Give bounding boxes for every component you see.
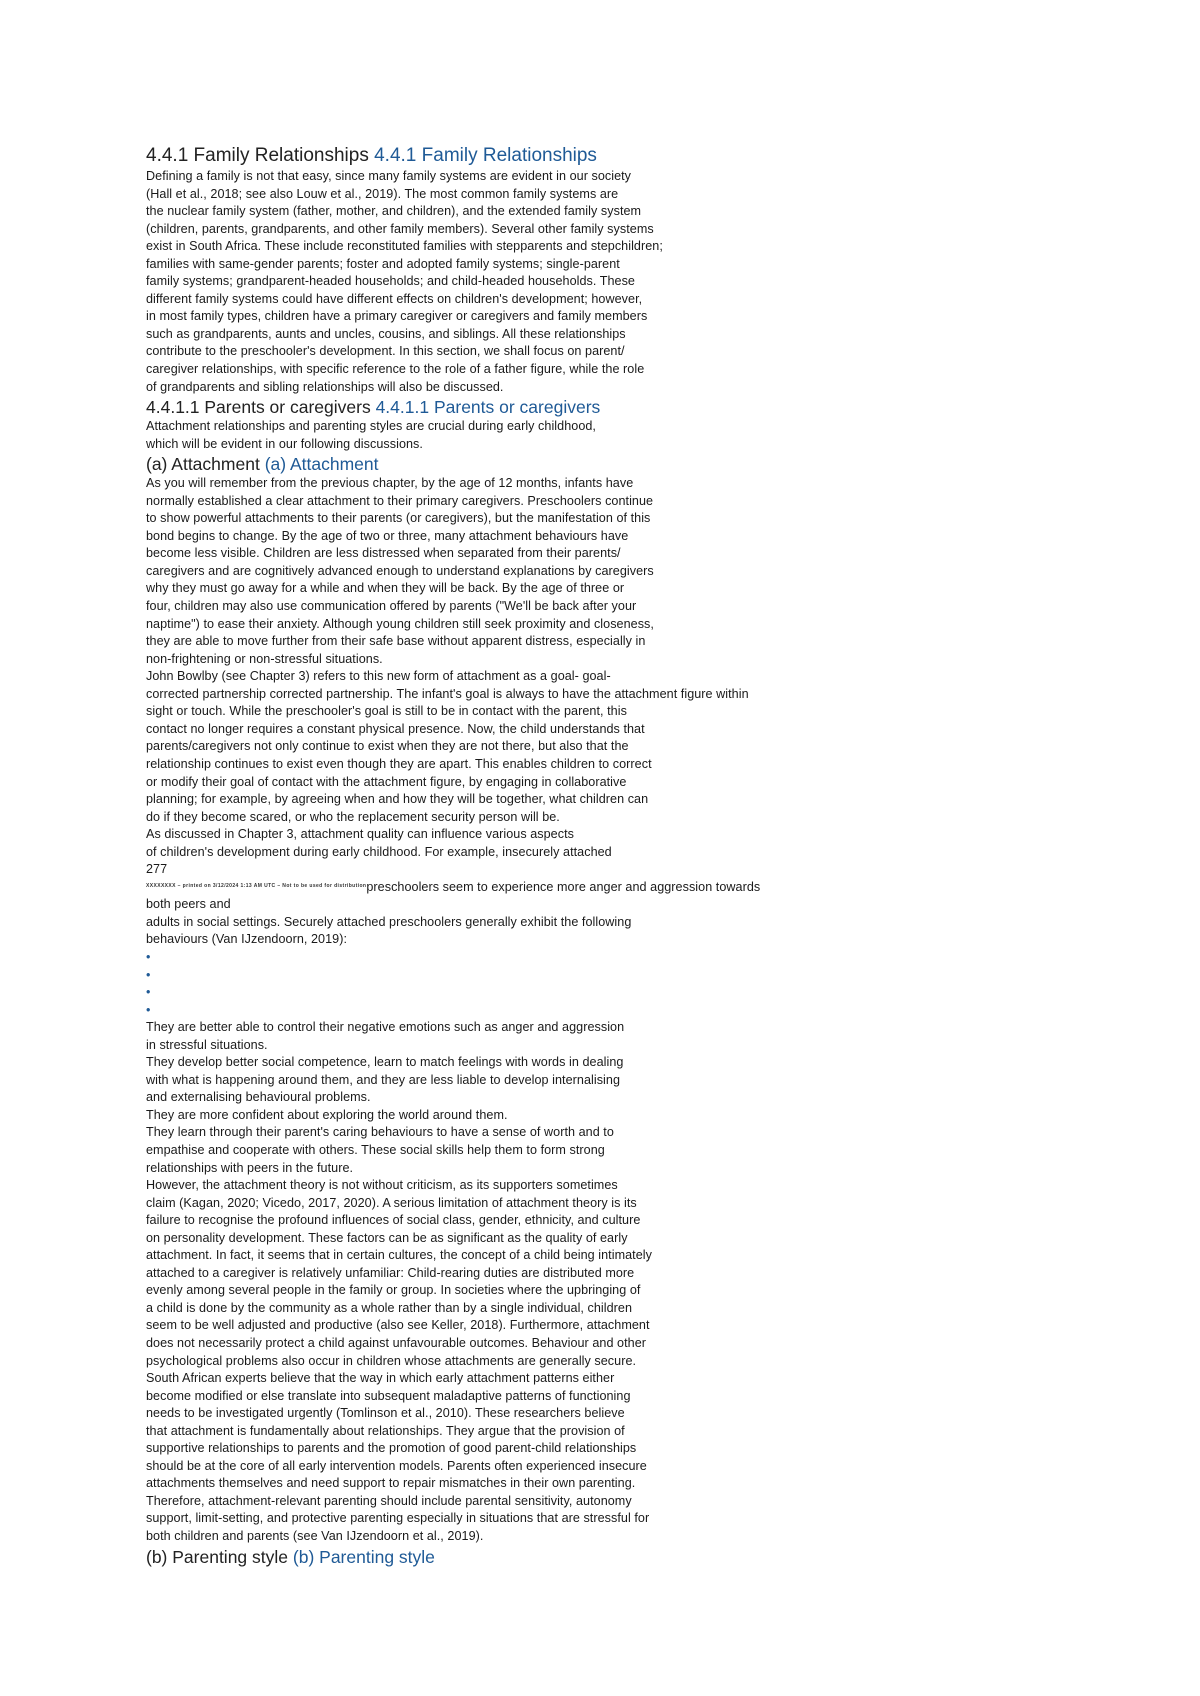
text-line: to show powerful attachments to their parents (or caregivers), but the manifestation of this: [146, 511, 651, 526]
text-line: behaviours (Van IJzendoorn, 2019):: [146, 932, 347, 947]
text-line: Attachment relationships and parenting styles are crucial during early childhood,: [146, 419, 596, 434]
text-line: families with same-gender parents; foster and adopted family systems; single-parent: [146, 256, 620, 271]
text-line: in stressful situations.: [146, 1037, 268, 1052]
text-line: that attachment is fundamentally about relationships. They argue that the provision of: [146, 1423, 625, 1438]
text-line: a child is done by the community as a whole rather than by a single individual, children: [146, 1300, 633, 1315]
bullet-marker: •: [146, 949, 151, 964]
text-line: does not necessarily protect a child against unfavourable outcomes. Behaviour and other: [146, 1336, 647, 1350]
text-line: family systems; grandparent-headed households; and child-headed households. These: [146, 274, 635, 289]
text-line: attachment. In fact, it seems that in certain cultures, the concept of a child being intimately: [146, 1248, 652, 1263]
text-line: why they must go away for a while and when they will be back. By the age of three or: [146, 581, 625, 596]
text-line: do if they become scared, or who the replacement security person will be.: [146, 809, 560, 824]
subsection-heading: [146, 453, 1186, 475]
text-line: naptime") to ease their anxiety. Although young children still seek proximity and closeness,: [146, 616, 654, 631]
text-line: South African experts believe that the way in which early attachment patterns either: [146, 1371, 615, 1386]
text-line: corrected partnership corrected partnership. The infant's goal is always to have the attachment figure within: [146, 686, 749, 701]
text-line: relationship continues to exist even though they are apart. This enables children to correct: [146, 756, 652, 771]
paragraph-family-systems: [146, 168, 1186, 396]
print-stamp: XXXXXXXX – printed on 3/12/2024 1:13 AM UTC – Not to be used for distribution: [146, 882, 367, 889]
text-line: caregiver relationships, with specific reference to the role of a father figure, while the role: [146, 362, 645, 377]
text-line: exist in South Africa. These include reconstituted families with stepparents and stepchildren;: [146, 239, 663, 254]
text-line: of children's development during early childhood. For example, insecurely attached: [146, 844, 612, 859]
text-line: such as grandparents, aunts and uncles, cousins, and siblings. All these relationships: [146, 326, 626, 341]
text-line: (Hall et al., 2018; see also Louw et al., 2019). The most common family systems are: [146, 186, 619, 201]
text-line: needs to be investigated urgently (Tomlinson et al., 2010). These researchers believe: [146, 1406, 625, 1421]
text-line: contribute to the preschooler's development. In this section, we shall focus on parent/: [146, 344, 625, 359]
paragraph-attachment: [146, 475, 1186, 879]
text-line: As discussed in Chapter 3, attachment quality can influence various aspects: [146, 827, 574, 842]
text-line: empathise and cooperate with others. These social skills help them to form strong: [146, 1142, 605, 1157]
text-line: They are better able to control their negative emotions such as anger and aggression: [146, 1020, 625, 1035]
text-line: should be at the core of all early intervention models. Parents often experienced insecure: [146, 1458, 647, 1473]
text-line: planning; for example, by agreeing when and how they will be together, what children can: [146, 792, 649, 807]
heading-text: 4.4.1.1 Parents or caregivers: [146, 397, 371, 418]
text-line: bond begins to change. By the age of two or three, many attachment behaviours have: [146, 528, 629, 543]
text-line: the nuclear family system (father, mother, and children), and the extended family system: [146, 204, 642, 219]
text-line: failure to recognise the profound influences of social class, gender, ethnicity, and culture: [146, 1213, 641, 1228]
stamp-line: [146, 879, 1186, 897]
document-page: [146, 144, 1186, 1568]
text-line: They learn through their parent's caring behaviours to have a sense of worth and to: [146, 1125, 614, 1140]
text-line: They develop better social competence, learn to match feelings with words in dealing: [146, 1055, 624, 1070]
text-line: they are able to move further from their safe base without apparent distress, especially in: [146, 634, 646, 649]
text-line: attachments themselves and need support to repair mismatches in their own parenting.: [146, 1476, 636, 1491]
text-line: and externalising behavioural problems.: [146, 1090, 371, 1105]
text-line: normally established a clear attachment to their primary caregivers. Preschoolers continue: [146, 493, 654, 508]
bullet-list: [146, 949, 1186, 1019]
text-line: support, limit-setting, and protective parenting especially in situations that are stressful for: [146, 1511, 650, 1526]
text-line: become modified or else translate into subsequent maladaptive patterns of functioning: [146, 1388, 631, 1403]
heading-text: (b) Parenting style: [146, 1546, 289, 1567]
bullet-marker: •: [146, 967, 151, 982]
text-line: on personality development. These factors can be as significant as the quality of early: [146, 1230, 628, 1245]
text-line: 277: [146, 862, 168, 877]
paragraph-attachment-intro: [146, 418, 1186, 453]
text-line: psychological problems also occur in children whose attachments are generally secure.: [146, 1353, 637, 1368]
text-line: relationships with peers in the future.: [146, 1160, 354, 1175]
text-line: both peers and: [146, 897, 231, 912]
text-line: become less visible. Children are less distressed when separated from their parents/: [146, 546, 621, 561]
text-line: Defining a family is not that easy, since many family systems are evident in our society: [146, 169, 632, 183]
bullet-marker: •: [146, 1002, 151, 1017]
paragraph-securely-attached: [146, 896, 1186, 949]
text-line: four, children may also use communication offered by parents ("We'll be back after your: [146, 599, 637, 614]
text-line: non-frightening or non-stressful situations.: [146, 651, 383, 666]
text-line: John Bowlby (see Chapter 3) refers to this new form of attachment as a goal- goal-: [146, 669, 611, 684]
text-line: with what is happening around them, and they are less liable to develop internalising: [146, 1072, 621, 1087]
text-line: preschoolers seem to experience more anger and aggression towards: [366, 879, 761, 894]
text-line: seem to be well adjusted and productive (also see Keller, 2018). Furthermore, attachment: [146, 1318, 650, 1333]
text-line: claim (Kagan, 2020; Vicedo, 2017, 2020). A serious limitation of attachment theory is its: [146, 1195, 637, 1210]
heading-anchor-link[interactable]: 4.4.1 Family Relationships: [374, 145, 597, 166]
text-line: or modify their goal of contact with the attachment figure, by engaging in collaborative: [146, 774, 627, 789]
text-line: supportive relationships to parents and the promotion of good parent-child relationships: [146, 1441, 637, 1456]
section-heading: [146, 144, 1186, 168]
text-line: As you will remember from the previous chapter, by the age of 12 months, infants have: [146, 476, 634, 491]
text-line: contact no longer requires a constant physical presence. Now, the child understands that: [146, 721, 645, 736]
text-line: attached to a caregiver is relatively unfamiliar: Child-rearing duties are distributed more: [146, 1265, 635, 1280]
text-line: of grandparents and sibling relationships will also be discussed.: [146, 379, 504, 394]
text-line: which will be evident in our following discussions.: [146, 436, 423, 451]
text-line: Therefore, attachment-relevant parenting should include parental sensitivity, autonomy: [146, 1493, 632, 1508]
text-line: They are more confident about exploring the world around them.: [146, 1107, 508, 1122]
text-line: However, the attachment theory is not without criticism, as its supporters sometimes: [146, 1178, 618, 1193]
paragraph-behaviours-criticism: [146, 1019, 1186, 1545]
text-line: adults in social settings. Securely attached preschoolers generally exhibit the following: [146, 914, 632, 929]
heading-anchor-link[interactable]: (b) Parenting style: [292, 1546, 435, 1567]
subsection-heading: [146, 396, 1186, 418]
text-line: sight or touch. While the preschooler's goal is still to be in contact with the parent, this: [146, 704, 627, 719]
text-line: caregivers and are cognitively advanced enough to understand explanations by caregivers: [146, 563, 654, 578]
text-line: in most family types, children have a primary caregiver or caregivers and family members: [146, 309, 648, 324]
heading-text: 4.4.1 Family Relationships: [146, 145, 369, 166]
subsection-heading: [146, 1546, 1186, 1568]
text-line: both children and parents (see Van IJzendoorn et al., 2019).: [146, 1529, 484, 1544]
text-line: different family systems could have different effects on children's development; however,: [146, 291, 643, 306]
bullet-marker: •: [146, 985, 151, 1000]
heading-anchor-link[interactable]: 4.4.1.1 Parents or caregivers: [375, 397, 601, 418]
text-line: evenly among several people in the family or group. In societies where the upbringing of: [146, 1283, 641, 1298]
heading-anchor-link[interactable]: (a) Attachment: [264, 454, 379, 475]
text-line: (children, parents, grandparents, and other family members). Several other family systems: [146, 221, 654, 236]
text-line: parents/caregivers not only continue to exist when they are not there, but also that the: [146, 739, 629, 754]
heading-text: (a) Attachment: [146, 454, 260, 475]
